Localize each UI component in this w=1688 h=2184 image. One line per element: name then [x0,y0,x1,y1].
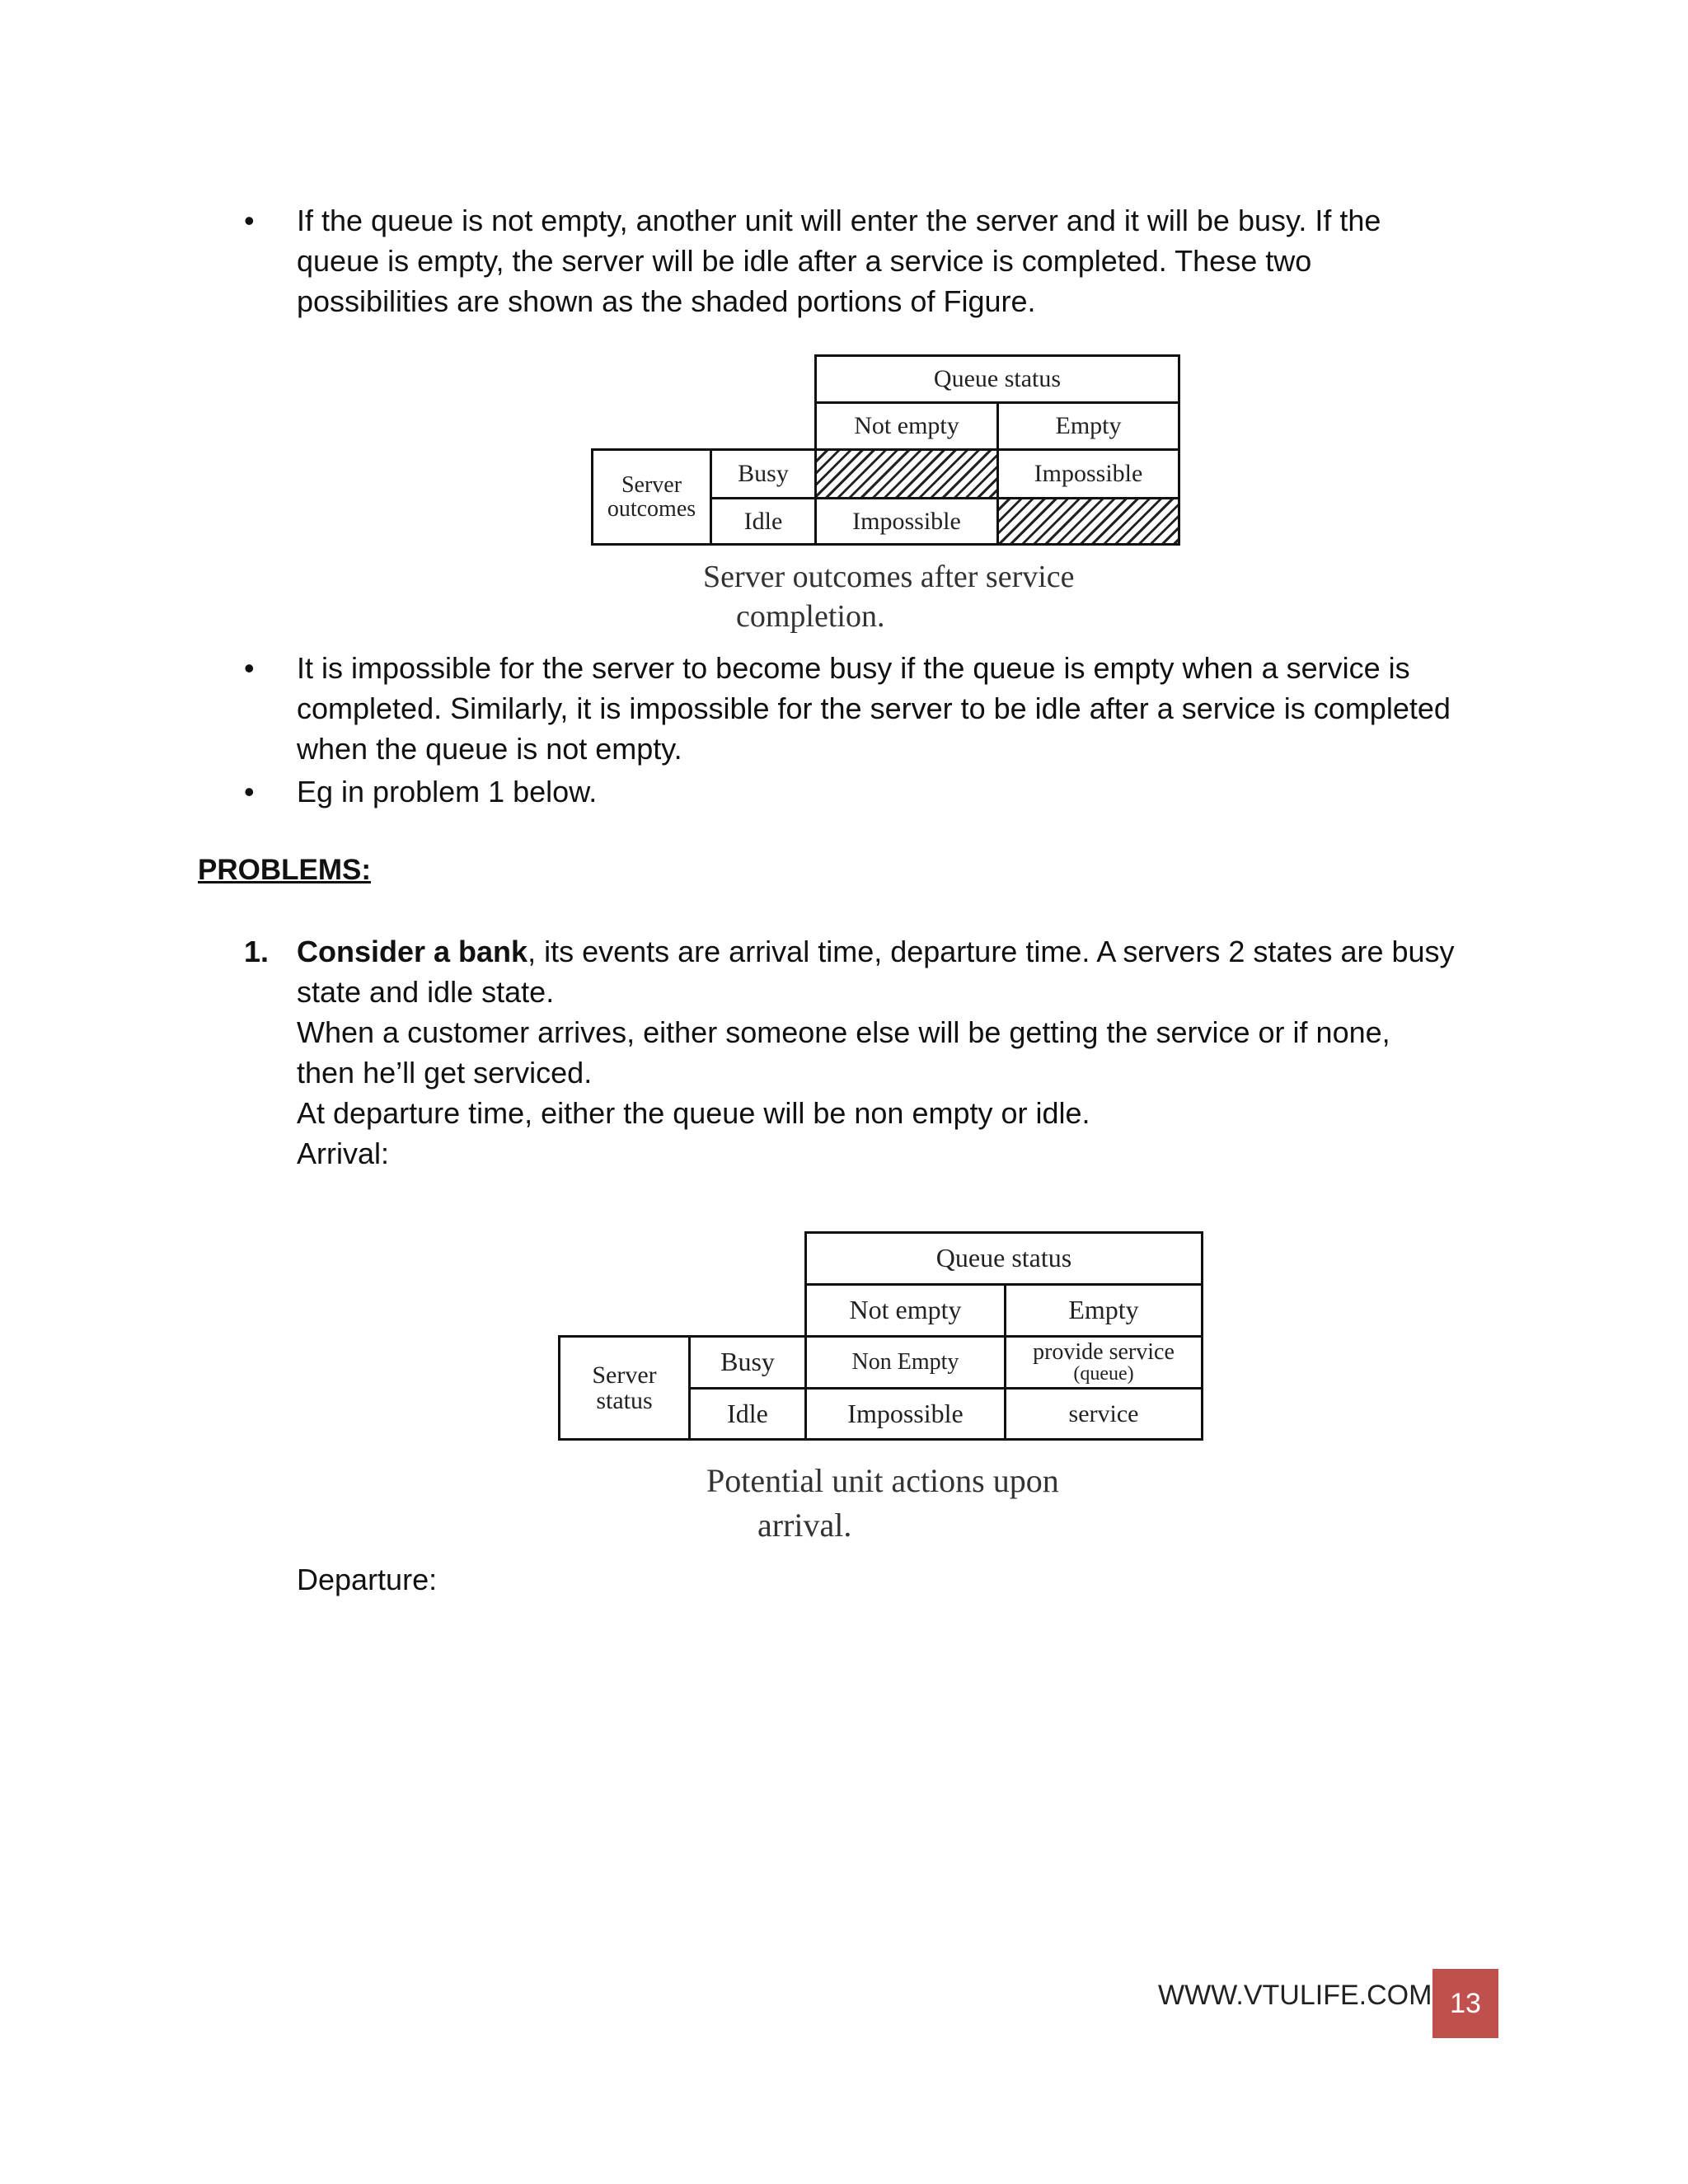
col-group-header: Queue status [804,1231,1203,1286]
cell-idle-empty: service [1004,1387,1203,1441]
problem-bold-lead: Consider a bank [297,935,528,968]
departure-label: Departure: [297,1563,438,1596]
row-idle-header: Idle [710,497,817,546]
bullet-dot-icon: • [244,775,255,808]
cell-busy-empty: Impossible [996,448,1180,499]
row-idle-header: Idle [688,1387,807,1441]
cell-busy-empty: provide service (queue) [1004,1335,1203,1390]
bullet-dot-icon: • [244,204,255,237]
page-number-badge: 13 [1432,1969,1498,2038]
shaded-cell-idle-empty [996,497,1180,546]
problem-text: Consider a bank, its events are arrival time, departure time. A servers 2 states are busy state and idle state. When a customer arrives, either someone else will be getting the service or if none, then he’ll get serviced. At departure time, either the queue will be non empty or idle. Arrival: [297,935,1455,1170]
figure1-caption: Server outcomes after service completion. [703,560,1075,634]
col-group-header: Queue status [814,354,1180,404]
bullet-dot-icon: • [244,651,255,685]
col-not-empty-header: Not empty [814,401,999,451]
problems-heading: PROBLEMS: [198,854,371,886]
cell-busy-not-empty: Non Empty [804,1335,1006,1390]
footer-site: WWW.VTULIFE.COM [1158,1980,1432,2011]
figure2-caption: Potential unit actions upon arrival. [706,1462,1059,1544]
shaded-cell-busy-not-empty [814,448,999,499]
row-busy-header: Busy [710,448,817,499]
bullet-text: Eg in problem 1 below. [297,775,598,808]
bullet-text: It is impossible for the server to become busy if the queue is empty when a service is completed. Similarly, it is impossible for the server to be idle after a service is completed when the queue is not empty. [297,651,1451,766]
cell-idle-not-empty: Impossible [814,497,999,546]
row-group-header: Server outcomes [591,448,712,546]
bullet-text: If the queue is not empty, another unit will enter the server and it will be busy. If the queue is empty, the server will be idle after a service is completed. These two possibilities are shown as the shaded portions of Figure. [297,204,1381,318]
row-group-header: Server status [558,1335,691,1441]
col-empty-header: Empty [1004,1283,1203,1338]
cell-idle-not-empty: Impossible [804,1387,1006,1441]
col-empty-header: Empty [996,401,1180,451]
problem-number: 1. [244,935,270,968]
row-busy-header: Busy [688,1335,807,1390]
col-not-empty-header: Not empty [804,1283,1006,1338]
